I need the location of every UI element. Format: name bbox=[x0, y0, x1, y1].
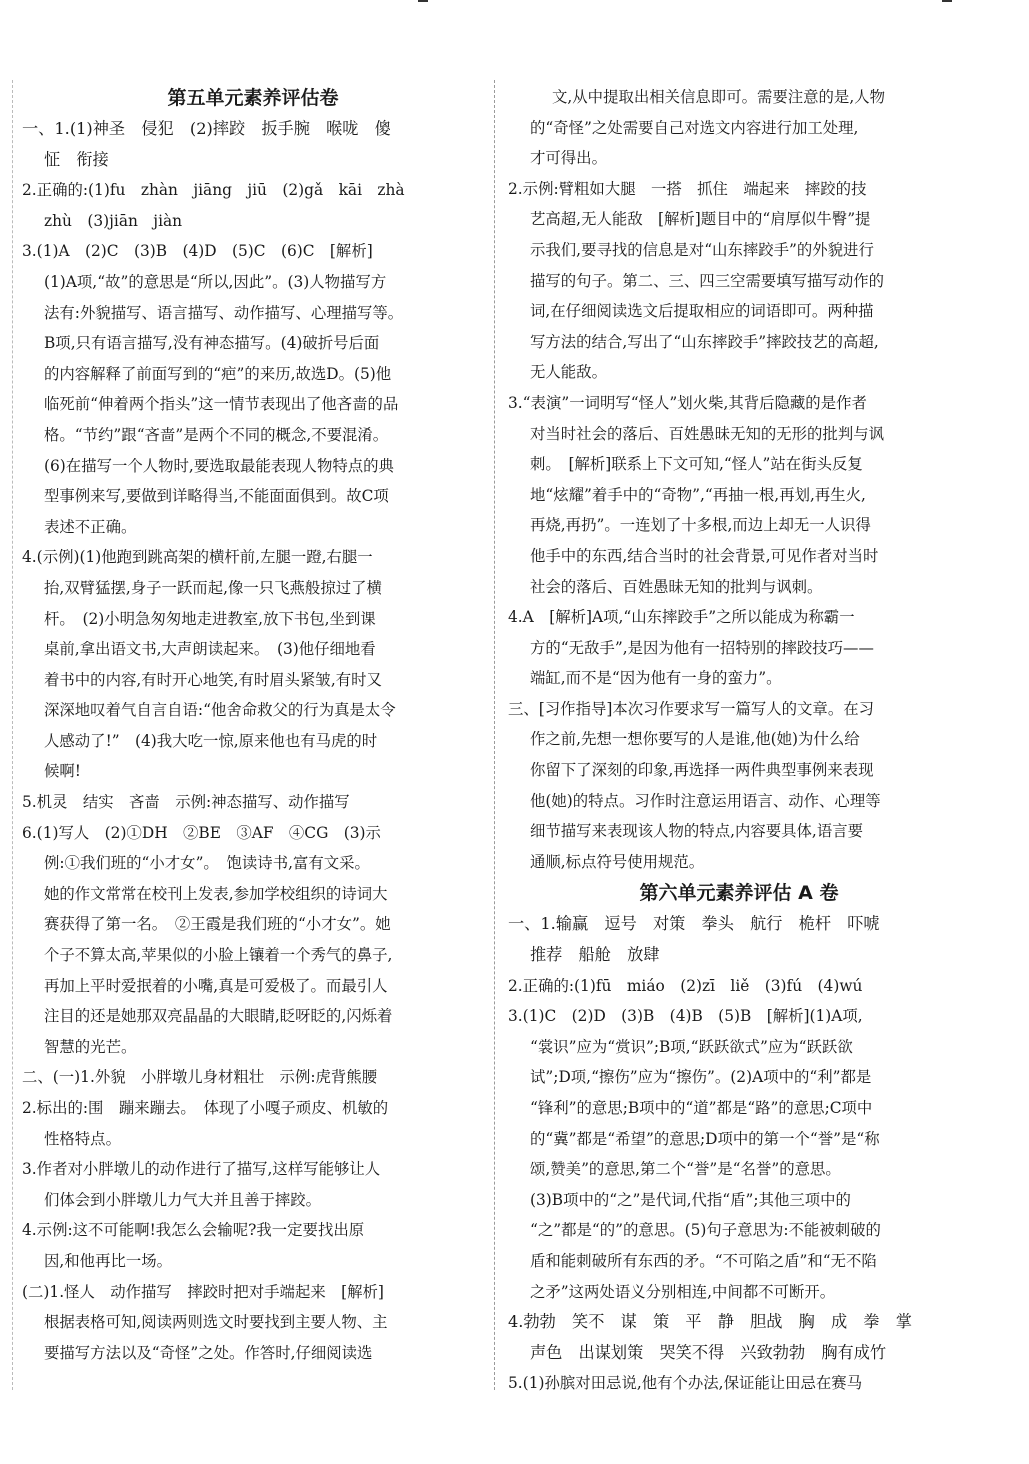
answer-line: 们体会到小胖墩儿力气大并且善于摔跤。 bbox=[44, 1190, 322, 1209]
answer-line: 6.(1)写人 (2)①DH ②BE ③AF ④CG (3)示 bbox=[22, 823, 381, 842]
answer-line: 试”;D项,“擦伤”应为“擦伤”。(2)A项中的“利”都是 bbox=[530, 1068, 872, 1087]
answer-line: 端缸,而不是“因为他有一身的蛮力”。 bbox=[530, 669, 782, 688]
answer-line: 4.A [解析]A项,“山东摔跤手”之所以能成为称霸一 bbox=[508, 608, 855, 627]
answer-line: 表述不正确。 bbox=[44, 517, 137, 536]
answer-line: 法有:外貌描写、语言描写、动作描写、心理描写等。 bbox=[44, 303, 404, 322]
answer-line: 文,从中提取出相关信息即可。需要注意的是,人物 bbox=[552, 88, 885, 106]
answer-line: 3.(1)A (2)C (3)B (4)D (5)C (6)C [解析] bbox=[22, 242, 373, 261]
answer-line: 3.(1)C (2)D (3)B (4)B (5)B [解析](1)A项, bbox=[508, 1007, 863, 1026]
answer-line: 人感动了!” (4)我大吃一惊,原来他也有马虎的时 bbox=[44, 731, 378, 750]
answer-line: 桌前,拿出语文书,大声朗读起来。 (3)他仔细地看 bbox=[44, 640, 376, 659]
answer-line: 写方法的结合,写出了“山东摔跤手”摔跤技艺的高超, bbox=[530, 332, 879, 351]
answer-line: 深深地叹着气自言自语:“他舍命救父的行为真是太令 bbox=[44, 701, 396, 720]
answer-line: 推荐 船舱 放肆 bbox=[530, 945, 660, 965]
answer-line: B项,只有语言描写,没有神态描写。(4)破折号后面 bbox=[44, 334, 380, 353]
answer-line: 2.标出的:围 蹦来蹦去。 体现了小嘎子顽皮、机敏的 bbox=[22, 1099, 389, 1117]
answer-line: 的内容解释了前面写到的“疤”的来历,故选D。(5)他 bbox=[44, 364, 392, 383]
answer-line: 注目的还是她那双亮晶晶的大眼睛,眨呀眨的,闪烁着 bbox=[44, 1007, 393, 1026]
answer-line: 格。“节约”跟“吝啬”是两个不同的概念,不要混淆。 bbox=[44, 425, 389, 444]
answer-line: 2.正确的:(1)fu zhàn jiāng jiū (2)gǎ kāi zhà bbox=[22, 181, 405, 200]
answer-line: 抬,双臂猛摆,身子一跃而起,像一只飞燕般掠过了横 bbox=[44, 578, 382, 597]
answer-line: 2.示例:臂粗如大腿 一搭 抓住 端起来 摔跤的技 bbox=[508, 179, 867, 198]
answer-line: (二)1.怪人 动作描写 摔跤时把对手端起来 [解析] bbox=[22, 1282, 384, 1301]
section-title: 第六单元素养评估 A 卷 bbox=[639, 882, 839, 905]
answer-line: 5.(1)孙膑对田忌说,他有个办法,保证能让田忌在赛马 bbox=[508, 1374, 863, 1393]
answer-line: 他(她)的特点。习作时注意运用语言、动作、心理等 bbox=[530, 791, 881, 810]
answer-line: 3.作者对小胖墩儿的动作进行了描写,这样写能够让人 bbox=[22, 1160, 381, 1179]
column-divider bbox=[494, 80, 495, 1390]
answer-line: 示我们,要寻找的信息是对“山东摔跤手”的外貌进行 bbox=[530, 240, 874, 259]
answer-line: 型事例来写,要做到详略得当,不能面面俱到。故C项 bbox=[44, 487, 389, 506]
answer-line: 4.示例:这不可能啊!我怎么会输呢?我一定要找出原 bbox=[22, 1221, 365, 1240]
answer-line: 再加上平时爱抿着的小嘴,真是可爱极了。而最引人 bbox=[44, 976, 388, 995]
answer-line: 二、(一)1.外貌 小胖墩儿身材粗壮 示例:虎背熊腰 bbox=[22, 1068, 378, 1087]
margin-rule bbox=[12, 80, 13, 1390]
answer-line: 怔 衔接 bbox=[44, 149, 109, 169]
answer-line: 声色 出谋划策 哭笑不得 兴致勃勃 胸有成竹 bbox=[530, 1342, 887, 1362]
crop-mark bbox=[418, 0, 428, 2]
answer-line: 杆。 (2)小明急匆匆地走进教室,放下书包,坐到课 bbox=[44, 609, 376, 628]
answer-line: 盾和能刺破所有东西的矛。“不可陷之盾”和“无不陷 bbox=[530, 1251, 877, 1270]
answer-line: 颂,赞美”的意思,第二个“誉”是“名誉”的意思。 bbox=[530, 1160, 841, 1179]
answer-line: 4.勃勃 笑不 谋 策 平 静 胆战 胸 成 拳 掌 bbox=[508, 1312, 912, 1332]
answer-line: 一、1.输赢 逗号 对策 拳头 航行 桅杆 吓唬 bbox=[508, 914, 880, 934]
answer-line: 4.(示例)(1)他跑到跳高架的横杆前,左腿一蹬,右腿一 bbox=[22, 548, 373, 567]
answer-line: 作之前,先想一想你要写的人是谁,他(她)为什么给 bbox=[530, 730, 860, 749]
answer-line: 例:①我们班的“小才女”。 饱读诗书,富有文采。 bbox=[44, 854, 370, 873]
answer-line: (6)在描写一个人物时,要选取最能表现人物特点的典 bbox=[44, 456, 394, 475]
answer-line: 一、1.(1)神圣 侵犯 (2)摔跤 扳手腕 喉咙 傻 bbox=[22, 119, 391, 138]
answer-line: 性格特点。 bbox=[44, 1129, 121, 1148]
answer-line: 社会的落后、百姓愚昧无知的批判与讽刺。 bbox=[530, 577, 823, 596]
answer-line: 方的“无敌手”,是因为他有一招特别的摔跤技巧—— bbox=[530, 638, 874, 657]
answer-line: (1)A项,“故”的意思是“所以,因此”。(3)人物描写方 bbox=[44, 272, 387, 291]
answer-line: 根据表格可知,阅读两则选文时要找到主要人物、主 bbox=[44, 1313, 388, 1332]
answer-line: 刺。 [解析]联系上下文可知,“怪人”站在街头反复 bbox=[530, 455, 863, 474]
answer-line: 智慧的光芒。 bbox=[44, 1037, 137, 1056]
answer-line: (3)B项中的“之”是代词,代指“盾”;其他三项中的 bbox=[530, 1190, 851, 1209]
answer-line: 的“冀”都是“希望”的意思;D项中的第一个“誉”是“称 bbox=[530, 1129, 880, 1148]
answer-line: 赛获得了第一名。 ②王霞是我们班的“小才女”。她 bbox=[44, 915, 391, 934]
answer-line: 候啊! bbox=[44, 762, 81, 781]
answer-line: 的“奇怪”之处需要自己对选文内容进行加工处理, bbox=[530, 118, 859, 137]
crop-mark bbox=[942, 0, 952, 2]
answer-line: 无人能敌。 bbox=[530, 363, 607, 382]
answer-line: 要描写方法以及“奇怪”之处。作答时,仔细阅读选 bbox=[44, 1343, 373, 1362]
answer-line: 个子不算太高,苹果似的小脸上镶着一个秀气的鼻子, bbox=[44, 946, 393, 965]
answer-line: 着书中的内容,有时开心地笑,有时眉头紧皱,有时又 bbox=[44, 670, 382, 689]
answer-line: 地“炫耀”着手中的“奇物”,“再抽一根,再划,再生火, bbox=[530, 485, 866, 504]
answer-line: “锋利”的意思;B项中的“道”都是“路”的意思;C项中 bbox=[530, 1099, 873, 1117]
answer-line: 2.正确的:(1)fū miáo (2)zī liě (3)fú (4)wú bbox=[508, 976, 863, 995]
answer-line: 5.机灵 结实 吝啬 示例:神态描写、动作描写 bbox=[22, 793, 350, 812]
answer-line: 描写的句子。第二、三、四三空需要填写描写动作的 bbox=[530, 271, 884, 290]
answer-line: 她的作文常常在校刊上发表,参加学校组织的诗词大 bbox=[44, 884, 388, 903]
answer-line: 词,在仔细阅读选文后提取相应的词语即可。两种描 bbox=[530, 302, 874, 321]
answer-line: 临死前“伸着两个指头”这一情节表现出了他吝啬的品 bbox=[44, 395, 399, 414]
answer-line: 你留下了深刻的印象,再选择一两件典型事例来表现 bbox=[530, 761, 874, 780]
answer-line: “裳识”应为“赏识”;B项,“跃跃欲式”应为“跃跃欲 bbox=[530, 1037, 853, 1056]
answer-line: zhù (3)jiān jiàn bbox=[44, 211, 183, 230]
answer-line: “之”都是“的”的意思。(5)句子意思为:不能被刺破的 bbox=[530, 1221, 881, 1240]
right-column bbox=[508, 82, 970, 1399]
answer-line: 他手中的东西,结合当时的社会背景,可见作者对当时 bbox=[530, 546, 879, 565]
answer-line: 通顺,标点符号使用规范。 bbox=[530, 852, 705, 871]
answer-line: 三、[习作指导]本次习作要求写一篇写人的文章。在习 bbox=[508, 699, 874, 718]
answer-line: 之矛”这两处语义分别相连,中间都不可断开。 bbox=[530, 1282, 836, 1301]
answer-line: 再烧,再扔”。一连划了十多根,而边上却无一人识得 bbox=[530, 516, 871, 535]
answer-line: 才可得出。 bbox=[530, 149, 607, 168]
answer-line: 3.“表演”一词明写“怪人”划火柴,其背后隐藏的是作者 bbox=[508, 393, 867, 412]
section-title: 第五单元素养评估卷 bbox=[167, 87, 339, 109]
answer-line: 艺高超,无人能敌 [解析]题目中的“肩厚似牛臀”提 bbox=[530, 210, 871, 229]
left-column bbox=[22, 82, 484, 1368]
answer-line: 细节描写来表现该人物的特点,内容要具体,语言要 bbox=[530, 822, 863, 841]
answer-line: 因,和他再比一场。 bbox=[44, 1251, 173, 1270]
answer-line: 对当时社会的落后、百姓愚昧无知的无形的批判与讽 bbox=[530, 424, 884, 443]
